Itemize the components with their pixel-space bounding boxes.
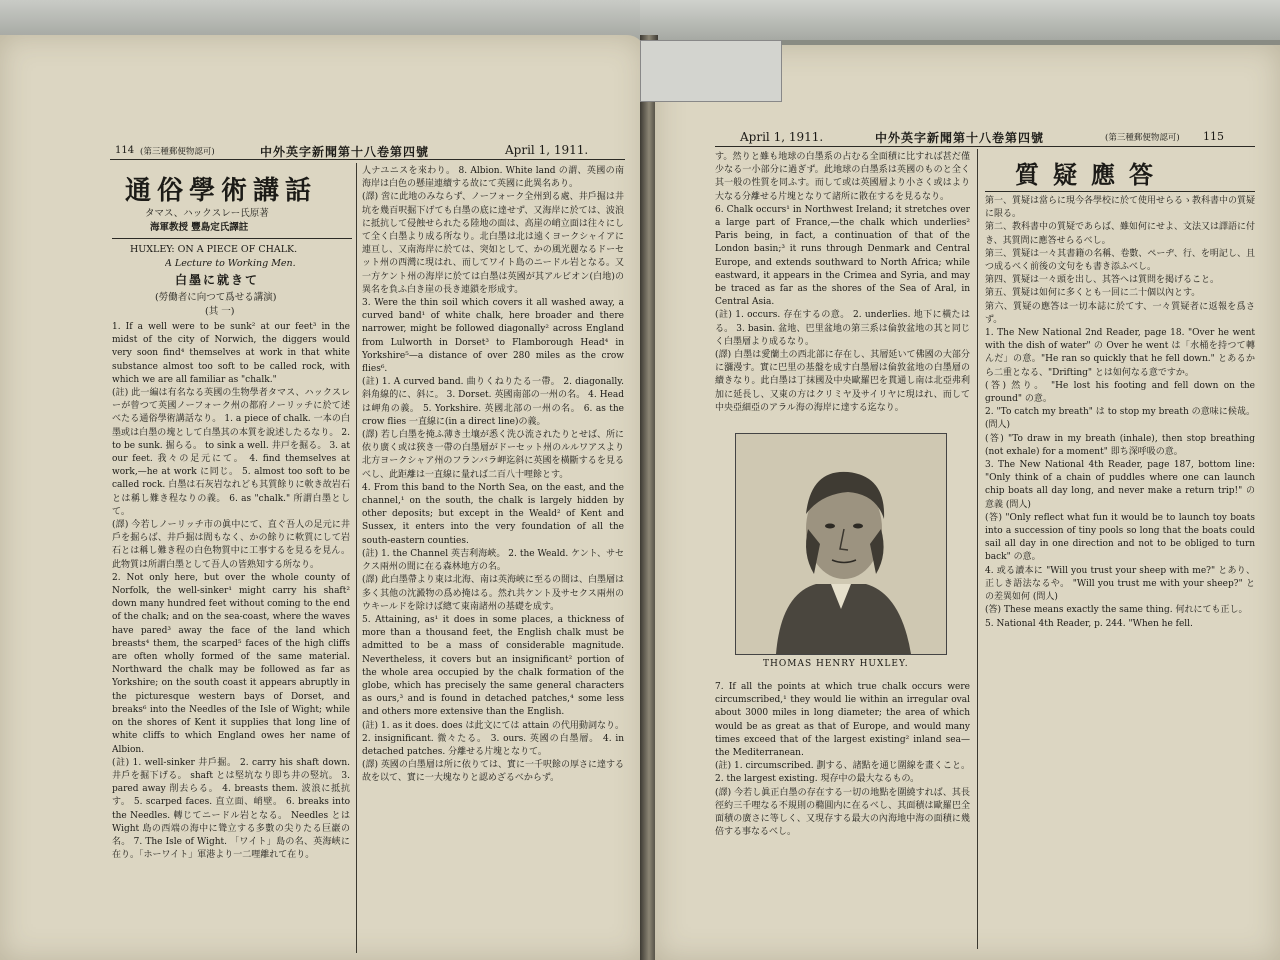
right-column-2: [985, 195, 1255, 955]
paragraph: 6. Chalk occurs¹ in Northwest Ireland; it stretches over a large part of France,—the chalk which underlies² Paris being, in fact, a continuation of that of the London basin;³ it runs through Denmark and Central Europe, and extends southward to North Africa; while eastward, it appears in the Crimea and Syria, and may be traced as far as the shores of the Sea of Aral, in Central Asia.: [715, 204, 970, 308]
rule-item: 第一、質疑は當らに現今各學校に於て使用せらるゝ教科書中の質疑に限る。: [985, 196, 1255, 220]
annotation: (註) 1. as it does. does は此文にては attain の代用動詞なり。 2. insignificant. 微々たる。 3. ours. 英國の白墨層。 4. in detached patches. 分離せる片塊となりて。: [362, 720, 624, 757]
paragraph: 人ナユニスを來わり。 8. Albion. White land の謂、英國の南海岸は白色の懸崖連續する故にて英國に此異名あり。: [362, 166, 624, 190]
answer: (答) "Only reflect what fun it would be to launch toy boats into a succession of tiny pools so long that the boats could sail all day in one direction and not to be obliged to turn back" の意。: [985, 512, 1255, 563]
question: 1. The New National 2nd Reader, page 18. "Over he went with the dish of water" の Over he went は「水桶を持つて轉んだ」の意。"He ran so quickly that he fell down." とあるから二重となる、"Drifting" とは如何なる意ですか。: [985, 328, 1255, 378]
question: 4. 或る讀本に "Will you trust your sheep with me?" とあり、正しき語法なるや。 "Will you trust me with your sheep?" との差異如何 (問人): [985, 565, 1255, 603]
rule-item: 第二、教科書中の質疑であらば、雖如何にせよ、文法又は譯語に付き、其質問に應答せらるべし。: [985, 222, 1255, 246]
column-divider: [977, 149, 978, 949]
glass-plate-right: [640, 0, 1280, 40]
answer: (答) "To draw in my breath (inhale), then stop breathing (not exhale) for a moment" 即ち深呼吸の意。: [985, 433, 1255, 457]
left-page-number: 114: [115, 145, 135, 156]
question: 5. National 4th Reader, p. 244. "When he fell.: [985, 618, 1193, 629]
english-subtitle: A Lecture to Working Men.: [165, 258, 296, 269]
right-date: April 1, 1911.: [740, 130, 824, 144]
rule-item: 第四、質疑は一々頭を出し、其答へは質問を掲げること。: [985, 275, 1220, 286]
header-rule: [715, 146, 1255, 147]
answer: (答) 然り。 "He lost his footing and fell down on the ground" の意。: [985, 380, 1255, 405]
left-journal-title: 中外英字新聞第十八卷第四號: [260, 145, 430, 159]
right-permit: (第三種郵便物認可): [1105, 133, 1180, 143]
title-rule: [112, 238, 352, 239]
annotation: (註) 1. circumscribed. 劃する、諸點を通じ圍線を畫くこと。 2. the largest existing. 現存中の最大なるもの。: [715, 761, 970, 785]
column-divider: [356, 163, 357, 953]
translation: (譯) 今若しノーリッチ市の眞中にて、直ぐ吾人の足元に井戶を掘らば、井戶掘は間もなく、かの餘りに軟質にして岩石とは稱し難き程の白色物質中に工事するを見るを見ん。此物質は所謂白墨として吾人の皆熟知する所なり。: [112, 520, 350, 570]
answer: (答) These means exactly the same thing. 何れにても正し。: [985, 605, 1248, 616]
right-page: [655, 45, 1280, 960]
paragraph: 1. If a well were to be sunk² at our feet³ in the midst of the city of Norwich, the diggers would very soon find⁴ themselves at work in that white substance almost too soft to be called rock, with which we are all familiar as "chalk.": [112, 322, 350, 385]
jp-title: 白墨に就きて: [175, 273, 260, 287]
annotation: (註) 此一編は有名なる英國の生物學者タマス、ハックスレーが曾つて英國ノーフォーク州の都府ノーリッチに於て述べたる通俗學術講話なり。 1. a piece of chalk. 一本の白墨或は白墨の塊として白墨其の本質を說述したるなり。 2. to be sunk. 掘らる。 to sink a well. 井戸を掘る。 3. at our feet. 我々の足元にて。 4. find themselves at work,—he at work に同じ。 5. almost too soft to be called rock. 白墨は石灰岩なれども其質餘りに軟き故岩石とは稱し難き程なりの義。 6. as "chalk." 所謂白墨として。: [112, 388, 350, 517]
translation: (譯) 啻に此地のみならず、ノーフォーク全州到る處、井戶掘は井坑を幾百呎掘下げても白墨の底に達せず、又海岸に於ては、波浪に抵抗して侵蝕せられたる陸地の面は、高崖の峭立面は往々にして全く白墨より成る所なり。北白墨は北は遠くヨークシャイアに連亘し、又南海岸に於ては、突如として、かの風光麗なるドーセット州の西灣に現はれ、而してワイト島のニードル岩となる。又一方ケント州の海岸に於ては白墨は英國が其アルビオン(白地)の異名を負ふ白き崖の長き連鎖を形成す。: [362, 192, 624, 295]
annotation: (註) 1. A curved band. 曲りくねりたる一帶。 2. diagonally. 斜角線的に、斜に。 3. Dorset. 英國南部の一州の名。 4. Head は岬角の義。 5. Yorkshire. 英國北部の一州の名。 6. as the crow flies 一直線に(in a direct line)の義。: [362, 377, 624, 427]
question: 2. "To catch my breath" は to stop my breath の意味に候哉。 (問人): [985, 407, 1255, 431]
translation: (譯) 今若し眞正白墨の存在する一切の地點を圍繞すれば、其長徑約三千哩なる不規則の橢圓内に在るべし、其面積は歐羅巴全面積の廣さに等しく、又現存する最大の內海地中海の面積に幾倍する事なるべし。: [715, 787, 970, 838]
translator-line: 海軍教授 豐島定氏譯註: [150, 222, 249, 233]
english-title: HUXLEY: ON A PIECE OF CHALK.: [130, 244, 298, 255]
annotation: (註) 1. occurs. 存在するの意。 2. underlies. 地下に橫たはる。 3. basin. 盆地、巴里盆地の第三系は倫敦盆地の其と同じく白墨層より成るなり。: [715, 310, 970, 347]
jp-subtitle: (勞働者に向つて爲せる講演): [155, 292, 277, 303]
right-page-number: 115: [1203, 130, 1224, 143]
rule-item: 第六、質疑の應答は一切本誌に於てす、一々質疑者に返報を爲さず。: [985, 301, 1255, 325]
left-column-2: [362, 165, 624, 955]
question: 3. The New National 4th Reader, page 187, bottom line: "Only think of a chain of puddles where one can launch chip boats all day long, and never make a return trip!" の意義 (問人): [985, 460, 1255, 510]
paragraph: 3. Were the thin soil which covers it all washed away, a curved band¹ of white chalk, here broader and there narrower, might be followed diagonally² across England from Lulworth in Dorset³ to Flamborough Head⁴ in Yorkshire⁵—a distance of over 280 miles as the crow flies⁶.: [362, 298, 624, 375]
annotation: (註) 1. the Channel 英吉利海峽。 2. the Weald. ケント、サセクス兩州の間に在る森林地方の名。: [362, 548, 624, 573]
header-rule: [110, 159, 625, 160]
left-permit: (第三種郵便物認可): [140, 147, 215, 157]
translation: (譯) 白墨は愛蘭土の西北部に存在し、其層延いて佛國の大部分に瀰漫す。實に巴里の基盤を成す白墨層は倫敦盆地の白墨層の續きなり。此白墨は丁抹國及中央歐羅巴を貫通し南は北亞弗利加に延長し、又東の方はクリミヤ及サイリヤに現はれ、而して中央亞細亞のアラル海の海岸に達する迄なり。: [715, 350, 970, 413]
right-column-1-bottom: [715, 681, 970, 951]
left-date: April 1, 1911.: [505, 143, 589, 157]
qa-title: 質疑應答: [1015, 160, 1167, 189]
left-page: [0, 35, 645, 960]
paragraph: 7. If all the points at which true chalk occurs were circumscribed,¹ they would lie within an irregular oval about 3000 miles in long diameter; the area of which would be as great as that of Europe, and would many times exceed that of the largest existing² inland sea—the Mediterranean.: [715, 682, 970, 759]
part-label: (其 一): [205, 306, 235, 317]
lecture-title: 通俗學術講話: [125, 176, 318, 206]
portrait-frame: [735, 433, 947, 655]
paragraph: 4. From this band to the North Sea, on the east, and the channel,¹ on the south, the chalk is largely hidden by other deposits; but except in the Weald² of Kent and Sussex, it enters into the very foundation of all the south-eastern counties.: [362, 482, 624, 546]
left-column-1: [112, 321, 350, 951]
portrait-caption: THOMAS HENRY HUXLEY.: [763, 659, 909, 669]
qa-rule: [985, 191, 1255, 192]
paragraph: 5. Attaining, as¹ it does in some places, a thickness of more than a thousand feet, the English chalk must be admitted to be a mass of considerable magnitude. Nevertheless, it covers but an insignificant² portion of the whole area occupied by the chalk formation of the globe, which has precisely the same general characters as ours,³ and is found in detached patches,⁴ some less and others more extensive than the English.: [362, 614, 624, 718]
paragraph: 2. Not only here, but over the whole county of Norfolk, the well-sinker¹ might carry his shaft² down many hundred feet without coming to the end of the chalk; and on the sea-coast, where the waves have pared³ away the face of the land which breasts⁴ them, the scarped⁵ faces of the high cliffs are often wholly formed of the same material. Northward the chalk may be followed as far as Yorkshire; on the south coast it appears abruptly in the picturesque western bays of Dorset, and breaks⁶ into the Needles of the Isle of Wight; while on the shores of Kent it supplies that long line of white cliffs to which England owes her name of Albion.: [112, 572, 350, 755]
author-line: タマス、ハックスレー氏原著: [145, 208, 269, 219]
translation: す。然りと雖も地球の白墨系の占むる全面積に比すれば甚だ僅少なる一小部分に過ぎず。此地球の白墨系は英國のものと全く其一般の性質を同ふす。而して或は英國層より小さく或はより大なる分離せる片塊となりて諸所に散在するを見るなり。: [715, 152, 970, 202]
rule-item: 第五、質疑は如何に多くとも一回に二十個以內とす。: [985, 288, 1201, 299]
translation: (譯) 此白墨帶より東は北海、南は英海峽に至るの間は、白墨層は多く其他の沈澱物の爲め掩はる。然れ共ケント及サセクス兩州のウキールドを除けば總て東南諸州の基礎を成す。: [362, 575, 624, 612]
translation: (譯) 若し白墨を掩ふ薄き土壤が悉く洗ひ流されたりとせば、所に依り廣く或は狹き一帶の白墨層がドーセット州のルルワアスより北方ヨークシャア州のフランバラ岬迄斜に英國を橫斷するを見るべし、此距離は一直線に量れば二百八十哩餘とす。: [362, 430, 624, 480]
rule-item: 第三、質疑は一々其書籍の名稱、卷數、ペーヂ、行、を明記し、且つ成るべく前後の文句をも書き添ふべし。: [985, 248, 1255, 273]
huxley-portrait: [736, 434, 946, 654]
translation: (譯) 英國の白墨層は所に依りては、實に一千呎餘の厚さに達する故を以て、實に一大塊なりと認めざるべからず。: [362, 760, 624, 784]
right-journal-title: 中外英字新聞第十八卷第四號: [875, 131, 1045, 145]
annotation: (註) 1. well-sinker 井戶掘。 2. carry his shaft down. 井戶を掘下げる。 shaft とは堅坑なり即ち井の竪坑。 3. pared away 削去らる。 4. breasts them. 波浪に抵抗す。 5. scarped faces. 直立面、峭壁。 6. breaks into the Needles. 轉じてニードル岩となる。 Needles とは Wight 島の西端の海中に聳立する多數の尖りたる巨巖の名。 7. The Isle of Wight. 「ワイト」島の名、英海峽に在り。「ホーワイト」軍港より一二哩離れて在り。: [112, 757, 350, 861]
scanner-clamp: [640, 40, 782, 102]
